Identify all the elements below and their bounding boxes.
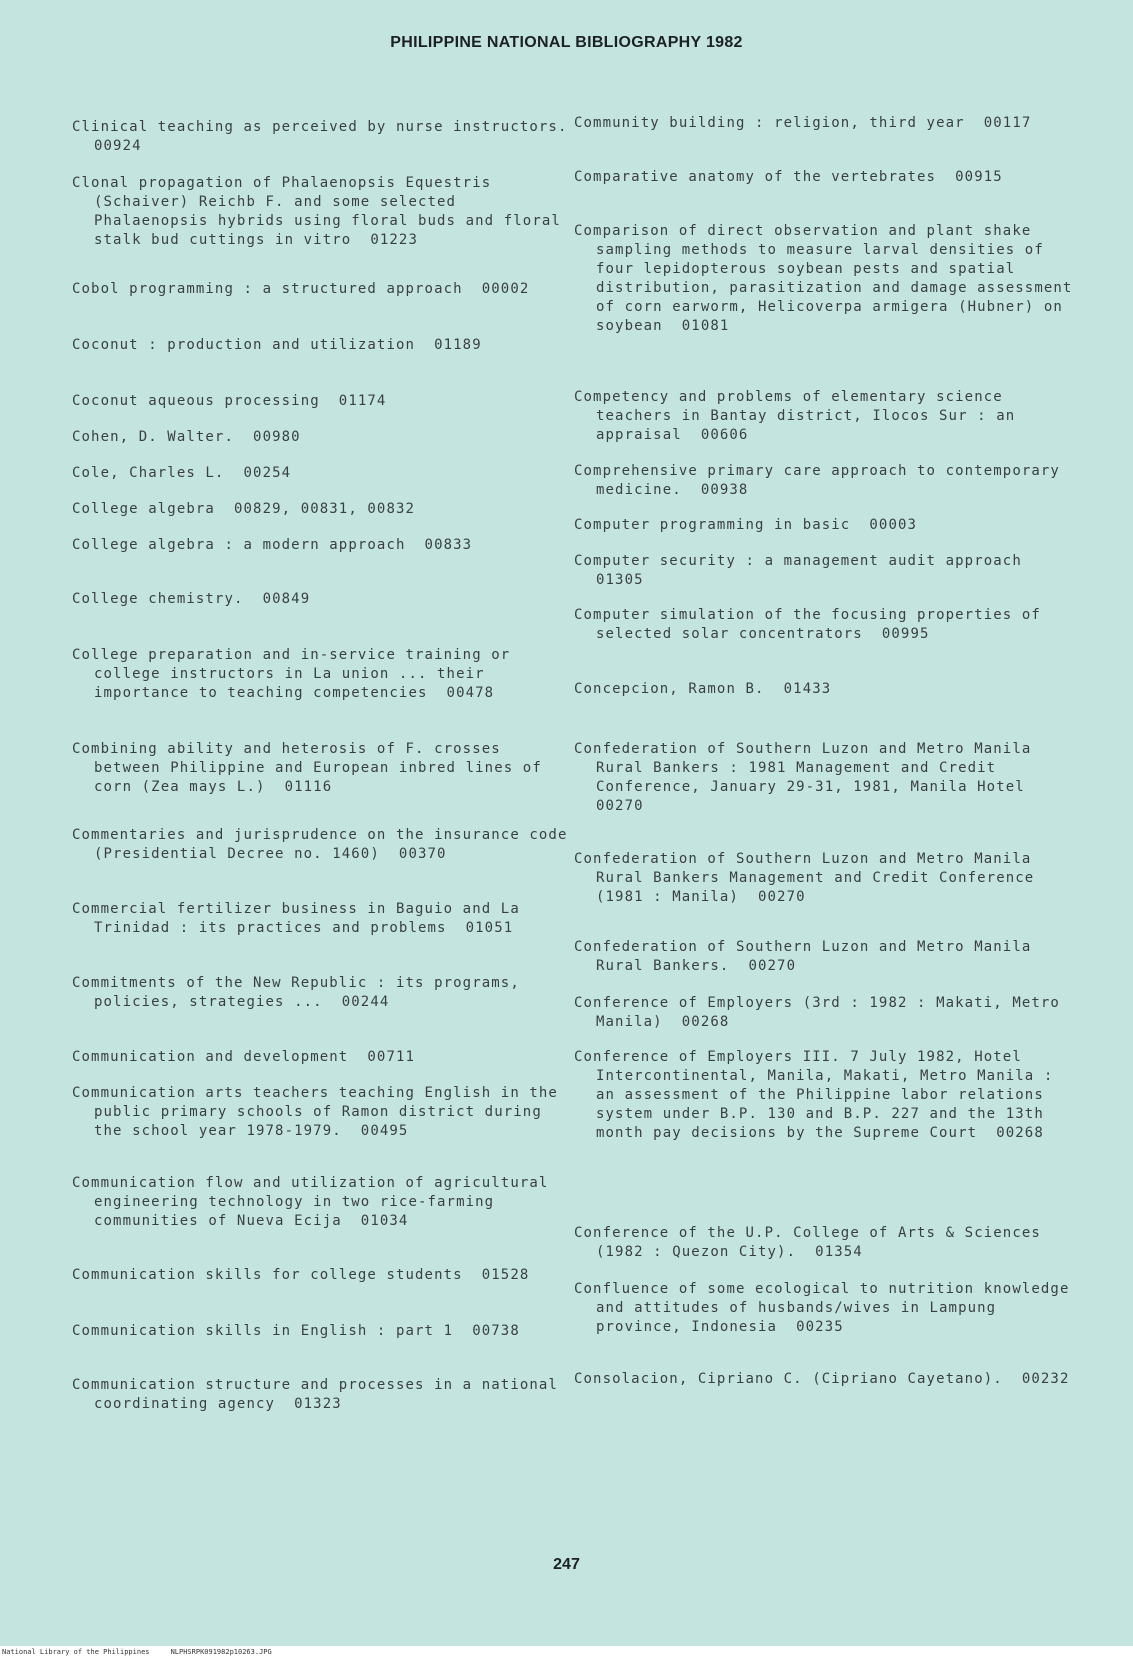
list-item: Community building : religion, third year 00117: [574, 115, 1032, 131]
list-item: Commitments of the New Republic : its programs, policies, strategies ... 00244: [72, 975, 530, 1010]
page-number: 247: [553, 1556, 580, 1573]
list-item: Commercial fertilizer business in Baguio and La Trinidad : its practices and problems 01051: [72, 901, 530, 936]
list-item: Comprehensive primary care approach to contemporary medicine. 00938: [574, 463, 1070, 498]
list-item: Computer simulation of the focusing properties of selected solar concentrators 00995: [574, 607, 1051, 642]
list-item: College preparation and in-service training or college instructors in La union ... their importance to teaching competencies 00478: [72, 647, 520, 701]
list-item: Conference of Employers III. 7 July 1982, Hotel Intercontinental, Manila, Makati, Metro Manila : an assessment of the Philippine labor relations system under B.P. 130 and B.P. 227 and the 13th month pay decisions by the Supreme Court 00268: [574, 1049, 1063, 1141]
list-item: Communication arts teachers teaching English in the public primary schools of Ramon district during the school year 1978-1979. 00495: [72, 1085, 568, 1139]
list-item: Concepcion, Ramon B. 01433: [574, 681, 832, 697]
list-item: Combining ability and heterosis of F. crosses between Philippine and European inbred lines of corn (Zea mays L.) 01116: [72, 741, 552, 795]
list-item: Cobol programming : a structured approach 00002: [72, 281, 530, 297]
page-title: PHILIPPINE NATIONAL BIBLIOGRAPHY 1982: [390, 34, 743, 51]
list-item: College chemistry. 00849: [72, 591, 311, 607]
list-item: Computer programming in basic 00003: [574, 517, 918, 533]
list-item: Computer security : a management audit approach 01305: [574, 553, 1041, 588]
list-item: Confluence of some ecological to nutrition knowledge and attitudes of husbands/wives in Lampung province, Indonesia 00235: [574, 1281, 1080, 1335]
list-item: Clonal propagation of Phalaenopsis Equestris (Schaiver) Reichb F. and some selected Phalaenopsis hybrids using floral buds and floral stalk bud cuttings in vitro 01223: [72, 175, 571, 248]
list-item: Confederation of Southern Luzon and Metro Manila Rural Bankers. 00270: [574, 939, 1041, 974]
list-item: Communication flow and utilization of agricultural engineering technology in two rice-farming communities of Nueva Ecija 01034: [72, 1175, 558, 1229]
list-item: Communication skills in English : part 1 00738: [72, 1323, 520, 1339]
list-item: Commentaries and jurisprudence on the insurance code (Presidential Decree no. 1460) 00370: [72, 827, 578, 862]
list-item: Consolacion, Cipriano C. (Cipriano Cayetano). 00232: [574, 1371, 1070, 1387]
list-item: Cole, Charles L. 00254: [72, 465, 292, 481]
list-item: Confederation of Southern Luzon and Metro Manila Rural Bankers Management and Credit Conference (1981 : Manila) 00270: [574, 851, 1044, 905]
list-item: Conference of the U.P. College of Arts & Sciences (1982 : Quezon City). 01354: [574, 1225, 1051, 1260]
list-item: Coconut : production and utilization 01189: [72, 337, 482, 353]
list-item: Conference of Employers (3rd : 1982 : Makati, Metro Manila) 00268: [574, 995, 1070, 1030]
list-item: College algebra : a modern approach 00833: [72, 537, 473, 553]
list-item: College algebra 00829, 00831, 00832: [72, 501, 416, 517]
list-item: Communication and development 00711: [72, 1049, 416, 1065]
list-item: Confederation of Southern Luzon and Metro Manila Rural Bankers : 1981 Management and Credit Conference, January 29-31, 1981, Manila Hotel 00270: [574, 741, 1044, 814]
list-item: Comparison of direct observation and plant shake sampling methods to measure larval densities of four lepidopterous soybean pests and spatial distribution, parasitization and damage assessment of corn earworm, Helicoverpa armigera (Hubner) on soybean 01081: [574, 223, 1082, 334]
scan-footer: National Library of the Philippines NLPHSRPK091982p10263.JPG: [0, 1646, 1133, 1658]
list-item: Competency and problems of elementary science teachers in Bantay district, Ilocos Sur : an appraisal 00606: [574, 389, 1025, 443]
list-item: Coconut aqueous processing 01174: [72, 393, 387, 409]
list-item: Clinical teaching as perceived by nurse instructors. 00924: [72, 119, 578, 154]
list-item: Cohen, D. Walter. 00980: [72, 429, 301, 445]
list-item: Comparative anatomy of the vertebrates 00915: [574, 169, 1003, 185]
list-item: Communication skills for college students 01528: [72, 1267, 530, 1283]
list-item: Communication structure and processes in a national coordinating agency 01323: [72, 1377, 568, 1412]
